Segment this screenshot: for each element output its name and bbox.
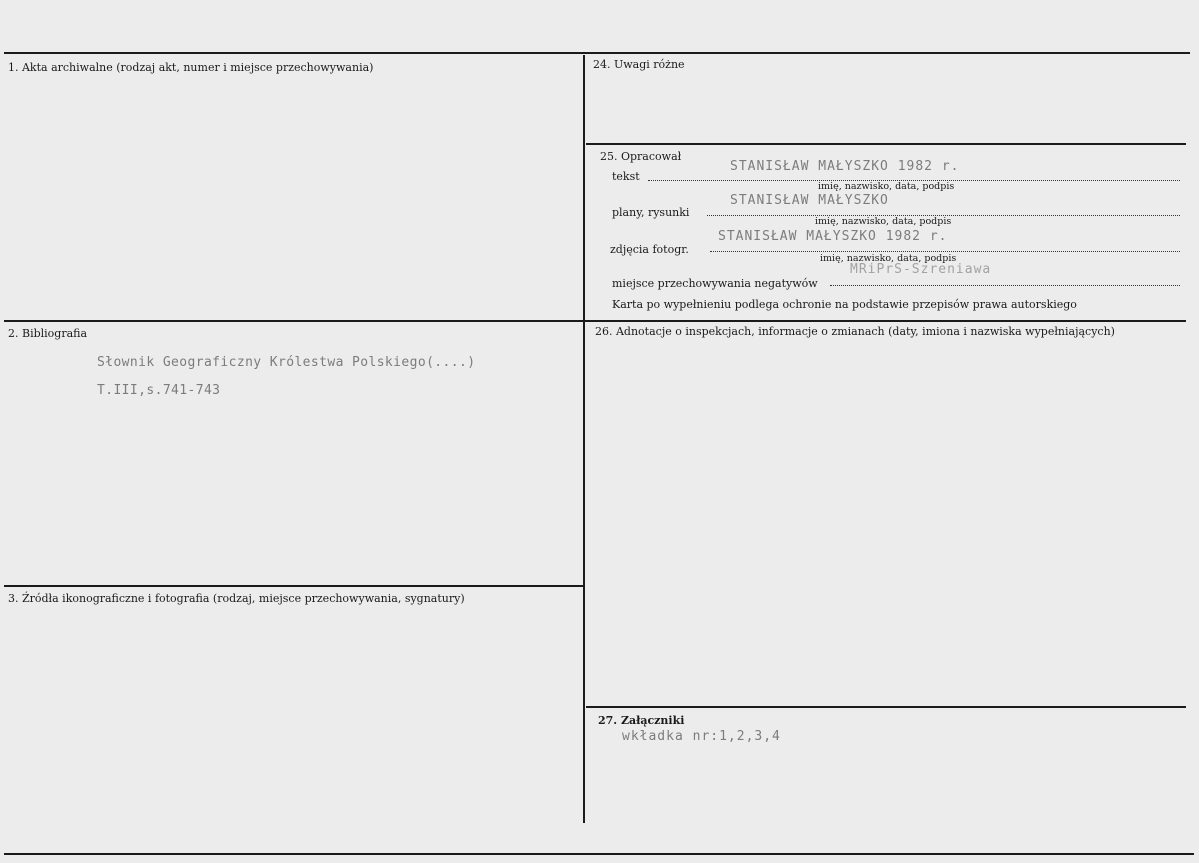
zalaczniki-value: wkładka nr:1,2,3,4 — [622, 729, 781, 744]
copyright-note: Karta po wypełnieniu podlega ochronie na podstawie przepisów prawa autorskiego — [612, 298, 1077, 311]
top-rule — [4, 52, 1190, 54]
center-divider — [583, 55, 585, 823]
negatywy-label: miejsce przechowywania negatywów — [612, 277, 818, 290]
tekst-hint: imię, nazwisko, data, podpis — [818, 181, 955, 192]
tekst-value: STANISŁAW MAŁYSZKO 1982 r. — [730, 159, 960, 174]
rule-27 — [586, 706, 1186, 708]
right-rule-25 — [586, 143, 1186, 145]
section-zalaczniki-label: 27. Załączniki — [598, 714, 685, 727]
rule-2 — [4, 320, 1186, 322]
zdjecia-field-line — [710, 251, 1180, 252]
tekst-label: tekst — [612, 170, 640, 183]
section-zrodla-label: 3. Źródła ikonograficzne i fotografia (rodzaj, miejsce przechowywania, sygnatury) — [8, 592, 465, 605]
negatywy-value: MRiPrS-Szreniawa — [850, 262, 992, 277]
rule-3 — [4, 585, 584, 587]
bibliografia-line-2: T.III,s.741-743 — [97, 383, 221, 398]
plany-value: STANISŁAW MAŁYSZKO — [730, 193, 889, 208]
zdjecia-label: zdjęcia fotogr. — [610, 243, 689, 256]
bottom-rule — [4, 853, 1194, 855]
zdjecia-value: STANISŁAW MAŁYSZKO 1982 r. — [718, 229, 948, 244]
section-uwagi-label: 24. Uwagi różne — [593, 58, 685, 71]
section-akta-label: 1. Akta archiwalne (rodzaj akt, numer i miejsce przechowywania) — [8, 61, 374, 74]
section-bibliografia-label: 2. Bibliografia — [8, 327, 88, 340]
plany-hint: imię, nazwisko, data, podpis — [815, 216, 952, 227]
bibliografia-line-1: Słownik Geograficzny Królestwa Polskiego(....) — [97, 355, 476, 370]
section-opracowal-heading: 25. Opracował — [600, 150, 682, 163]
negatywy-field-line — [830, 285, 1180, 286]
plany-label: plany, rysunki — [612, 206, 690, 219]
zdjecia-hint: imię, nazwisko, data, podpis — [820, 253, 957, 264]
section-adnotacje-label: 26. Adnotacje o inspekcjach, informacje o zmianach (daty, imiona i nazwiska wypełniających) — [595, 325, 1115, 338]
